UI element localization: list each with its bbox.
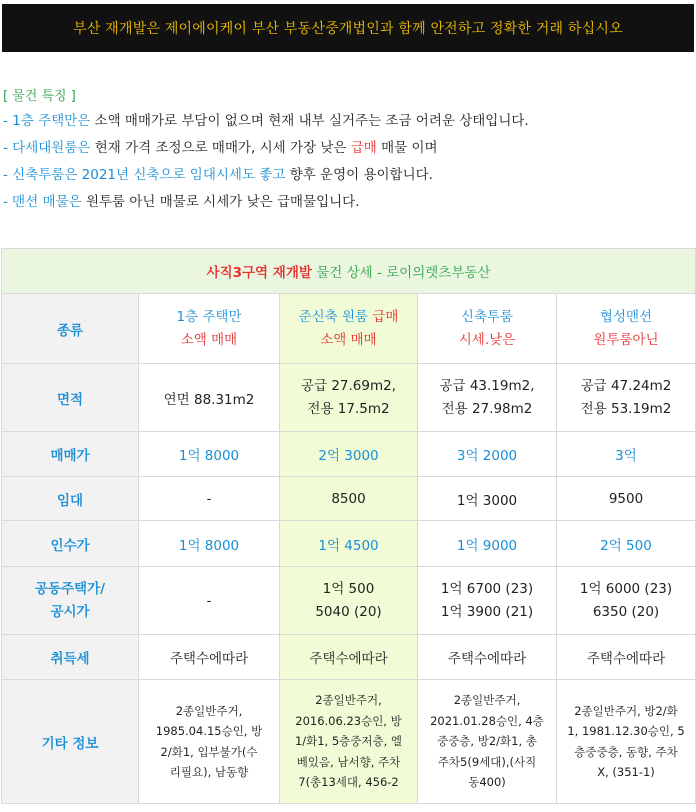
feature-line-tworoom: - 신축투룸은 2021년 신축으로 임대시세도 좋고 향후 운영이 용이합니다. xyxy=(3,167,433,183)
cell-area-oneroom: 공급 27.69m2, 전용 17.5m2 xyxy=(280,364,418,432)
cell-tax-oneroom: 주택수에따라 xyxy=(280,635,418,680)
cell-official-house: - xyxy=(139,567,280,635)
cell-price-mansion: 3억 xyxy=(557,432,696,477)
table-row xyxy=(2,567,696,635)
cell-etc-mansion: 2종일반주거, 방2/화 1, 1981.12.30승인, 5 층중중층, 동향, 주차 X, (351-1) xyxy=(557,680,696,804)
row-label-etc: 기타 정보 xyxy=(2,680,139,804)
row-label-type: 종류 xyxy=(2,294,139,364)
property-detail-table xyxy=(1,248,696,804)
row-label-tax: 취득세 xyxy=(2,635,139,680)
property-features xyxy=(3,86,693,216)
cell-rent-tworoom: 1억 3000 xyxy=(418,477,557,521)
cell-tax-mansion: 주택수에따라 xyxy=(557,635,696,680)
features-heading: [ 물건 특징 ] xyxy=(3,89,76,104)
cell-official-oneroom: 1억 500 5040 (20) xyxy=(280,567,418,635)
cell-takeover-mansion: 2억 500 xyxy=(557,521,696,567)
cell-etc-house: 2종일반주거, 1985.04.15승인, 방 2/화1, 입부불가(수 리필요), 남동향 xyxy=(139,680,280,804)
row-label-price: 매매가 xyxy=(2,432,139,477)
cell-official-mansion: 1억 6000 (23) 6350 (20) xyxy=(557,567,696,635)
table-row xyxy=(2,521,696,567)
cell-takeover-house: 1억 8000 xyxy=(139,521,280,567)
cell-etc-oneroom: 2종일반주거, 2016.06.23승인, 방 1/화1, 5층중저층, 엘 베있음, 남서향, 주차 7(총13세대, 456-2 xyxy=(280,680,418,804)
cell-tax-tworoom: 주택수에따라 xyxy=(418,635,557,680)
table-title: 사직3구역 재개발 물건 상세 - 로이의렛츠부동산 xyxy=(2,249,696,294)
promo-banner: 부산 재개발은 제이에이케이 부산 부동산중개법인과 함께 안전하고 정확한 거래 하십시오 xyxy=(2,4,694,52)
column-header-oneroom: 준신축 원룸 급매 소액 매매 xyxy=(280,294,418,364)
cell-price-tworoom: 3억 2000 xyxy=(418,432,557,477)
cell-rent-house: - xyxy=(139,477,280,521)
cell-area-house: 연면 88.31m2 xyxy=(139,364,280,432)
cell-etc-tworoom: 2종일반주거, 2021.01.28승인, 4층 중중층, 방2/화1, 총 주차5(9세대),(사직 동400) xyxy=(418,680,557,804)
table-row xyxy=(2,680,696,804)
row-label-official-price: 공동주택가/ 공시가 xyxy=(2,567,139,635)
cell-official-tworoom: 1억 6700 (23) 1억 3900 (21) xyxy=(418,567,557,635)
cell-price-house: 1억 8000 xyxy=(139,432,280,477)
table-row xyxy=(2,477,696,521)
column-header-mansion: 협성맨션 원투룸아닌 xyxy=(557,294,696,364)
feature-line-house: - 1층 주택만은 소액 매매가로 부담이 없으며 현재 내부 실거주는 조금 어려운 상태입니다. xyxy=(3,113,529,129)
table-row xyxy=(2,635,696,680)
feature-line-mansion: - 맨션 매물은 원투룸 아닌 매물로 시세가 낮은 급매물입니다. xyxy=(3,194,360,210)
cell-area-tworoom: 공급 43.19m2, 전용 27.98m2 xyxy=(418,364,557,432)
row-label-area: 면적 xyxy=(2,364,139,432)
table-row xyxy=(2,432,696,477)
column-header-house: 1층 주택만 소액 매매 xyxy=(139,294,280,364)
table-row xyxy=(2,294,696,364)
cell-area-mansion: 공급 47.24m2 전용 53.19m2 xyxy=(557,364,696,432)
row-label-rent: 임대 xyxy=(2,477,139,521)
cell-rent-oneroom: 8500 xyxy=(280,477,418,521)
cell-takeover-tworoom: 1억 9000 xyxy=(418,521,557,567)
feature-line-oneroom: - 다세대원룸은 현재 가격 조정으로 매매가, 시세 가장 낮은 급매 매물 이며 xyxy=(3,140,438,156)
table-row xyxy=(2,364,696,432)
cell-price-oneroom: 2억 3000 xyxy=(280,432,418,477)
row-label-takeover: 인수가 xyxy=(2,521,139,567)
cell-tax-house: 주택수에따라 xyxy=(139,635,280,680)
cell-takeover-oneroom: 1억 4500 xyxy=(280,521,418,567)
column-header-tworoom: 신축투룸 시세.낮은 xyxy=(418,294,557,364)
cell-rent-mansion: 9500 xyxy=(557,477,696,521)
